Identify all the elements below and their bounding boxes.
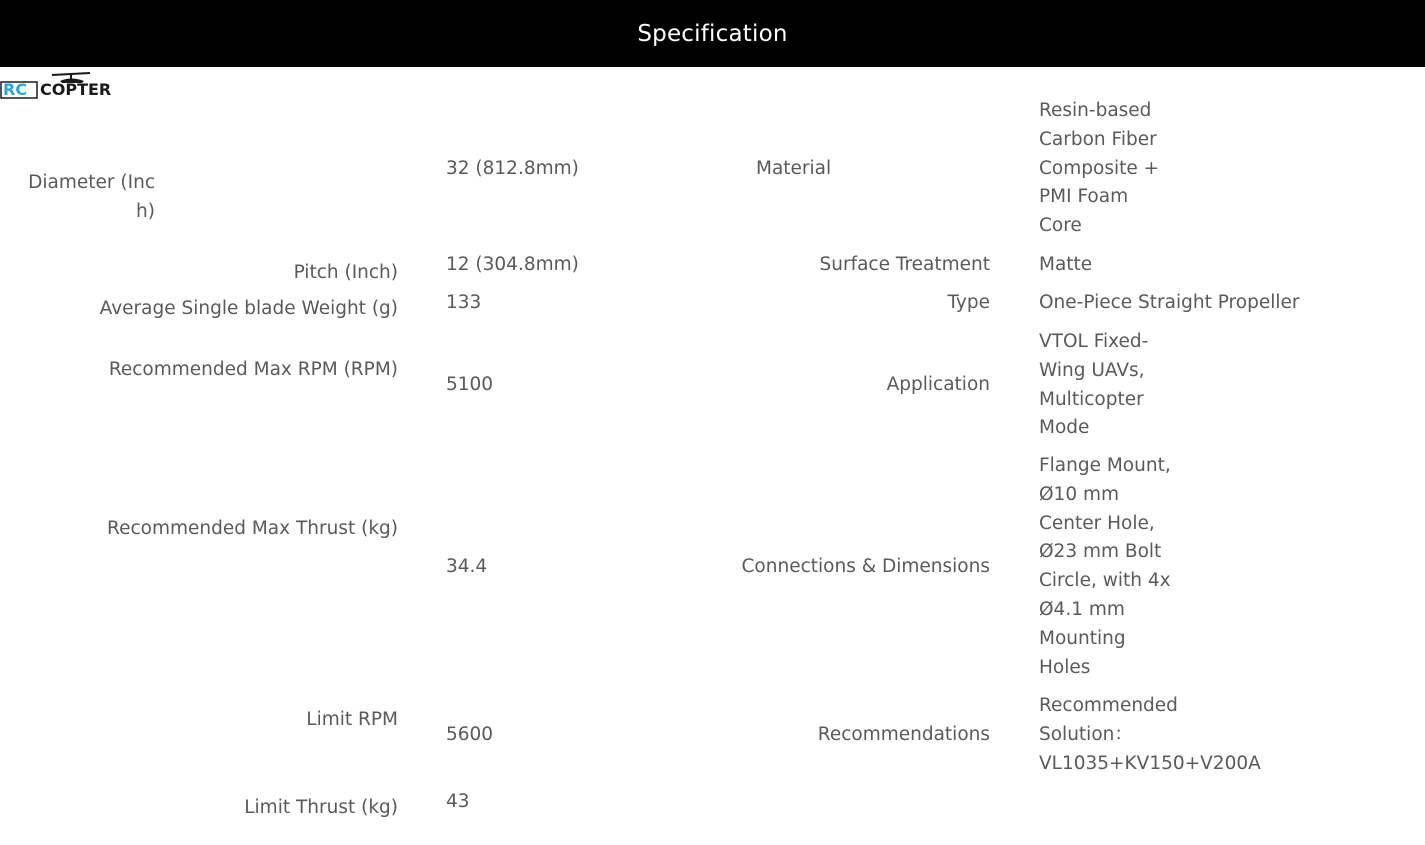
spec-value-application: VTOL Fixed- Wing UAVs, Multicopter Mode [1039,331,1149,439]
spec-label-limit-rpm: Limit RPM [306,709,398,730]
spec-label-application: Application [886,374,990,395]
spec-value-max-thrust: 34.4 [446,556,488,577]
spec-value-type: One-Piece Straight Propeller [1039,292,1300,313]
spec-label-connections: Connections & Dimensions [741,556,990,577]
spec-header-bar [0,0,1425,67]
rc-copter-logo [0,71,142,101]
logo-image [0,71,142,101]
spec-label-surface-treatment: Surface Treatment [819,254,990,275]
spec-value-blade-weight: 133 [446,292,482,313]
svg-text:RC: RC [3,80,28,99]
spec-value-diameter: 32 (812.8mm) [446,158,579,179]
spec-value-pitch: 12 (304.8mm) [446,254,579,275]
spec-value-surface-treatment: Matte [1039,254,1093,275]
spec-label-type: Type [947,292,990,313]
spec-label-diameter: Diameter (Inc h) [28,172,155,222]
spec-value-limit-rpm: 5600 [446,724,494,745]
spec-value-recommendations: Recommended Solution： VL1035+KV150+V200A [1039,695,1261,774]
page-title: Specification [637,20,788,47]
spec-value-max-rpm: 5100 [446,374,494,395]
spec-value-connections: Flange Mount, Ø10 mm Center Hole, Ø23 mm Bolt Circle, with 4x Ø4.1 mm Mounting Holes [1039,455,1171,678]
spec-value-limit-thrust: 43 [446,791,470,812]
spec-label-blade-weight: Average Single blade Weight (g) [99,298,398,319]
spec-label-max-thrust: Recommended Max Thrust (kg) [107,518,398,539]
spec-label-pitch: Pitch (Inch) [293,262,398,283]
svg-text:COPTER: COPTER [40,80,112,99]
spec-label-max-rpm: Recommended Max RPM (RPM) [108,359,398,380]
spec-label-recommendations: Recommendations [817,724,990,745]
spec-label-limit-thrust: Limit Thrust (kg) [244,797,398,818]
spec-value-material: Resin-based Carbon Fiber Composite + PMI Foam Core [1039,100,1160,237]
spec-label-material: Material [756,158,832,179]
